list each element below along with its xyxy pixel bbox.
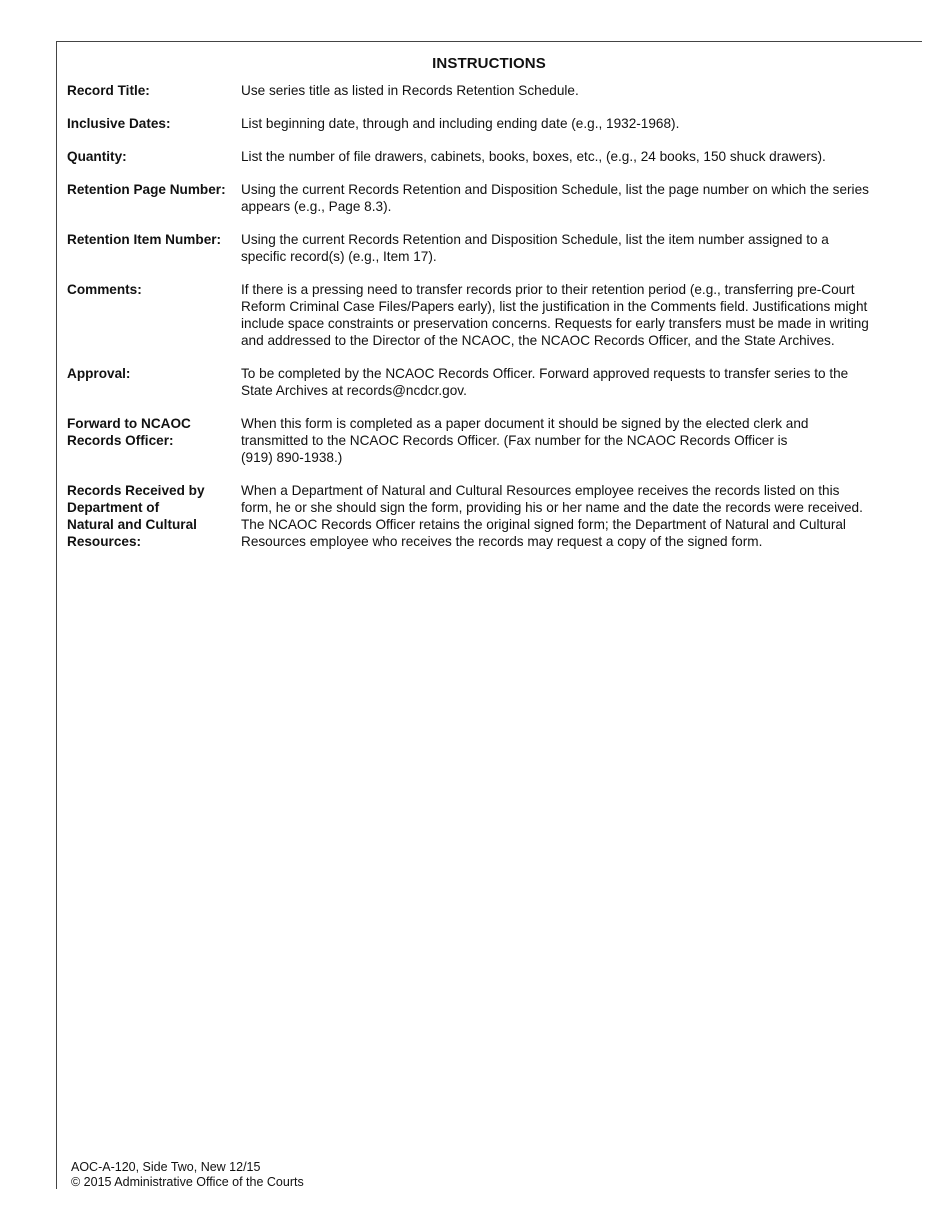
instruction-label: Retention Item Number: xyxy=(67,232,222,247)
instruction-label: Approval: xyxy=(67,366,131,381)
instruction-label: Retention Page Number: xyxy=(67,182,226,197)
instruction-text: Using the current Records Retention and Disposition Schedule, list the item number assigned to a specific record(s) (e.g., Item 17). xyxy=(241,232,829,264)
form-border-left xyxy=(56,41,57,1189)
instruction-text: To be completed by the NCAOC Records Officer. Forward approved requests to transfer series to the State Archives at records@ncdcr.gov. xyxy=(241,366,849,398)
form-id: AOC-A-120, Side Two, New 12/15 xyxy=(71,1160,261,1174)
instruction-row-inclusive-dates xyxy=(67,115,897,132)
instruction-label: Quantity: xyxy=(67,149,127,164)
instruction-text: List the number of file drawers, cabinets, books, boxes, etc., (e.g., 24 books, 150 shuck drawers). xyxy=(241,149,826,164)
instruction-text: When a Department of Natural and Cultural Resources employee receives the records listed on this form, he or she should sign the form, providing his or her name and the date the records were received. The NCAOC Records Officer retains the original signed form; the Department of Natural and Cultural Resources employee who receives the records may request a copy of the signed form. xyxy=(241,483,863,549)
form-footer xyxy=(71,1160,304,1190)
instruction-label: Record Title: xyxy=(67,83,150,98)
instruction-label: Records Received by Department of Natural and Cultural Resources: xyxy=(67,483,205,549)
form-border-top xyxy=(56,41,922,42)
instruction-text: List beginning date, through and including ending date (e.g., 1932-1968). xyxy=(241,116,680,131)
instruction-label: Comments: xyxy=(67,282,142,297)
instruction-text: If there is a pressing need to transfer records prior to their retention period (e.g., transferring pre-Court Reform Criminal Case Files/Papers early), list the justification in the Comments field. Justifications might include space constraints or preservation concerns. Requests for early transfers must be made in writing and addressed to the Director of the NCAOC, the NCAOC Records Officer, and the State Archives. xyxy=(241,282,869,348)
instruction-text: Use series title as listed in Records Retention Schedule. xyxy=(241,83,579,98)
instruction-row-retention-page-number xyxy=(67,181,897,215)
copyright-notice: © 2015 Administrative Office of the Courts xyxy=(71,1175,304,1189)
instructions-heading: INSTRUCTIONS xyxy=(432,55,546,72)
instruction-text: When this form is completed as a paper document it should be signed by the elected clerk and transmitted to the NCAOC Records Officer. (Fax number for the NCAOC Records Officer is (919) 890-1938.) xyxy=(241,416,809,465)
instruction-row-comments xyxy=(67,281,897,349)
instruction-row-forward-to-ncaoc xyxy=(67,415,897,466)
instruction-label: Forward to NCAOC Records Officer: xyxy=(67,416,191,448)
instruction-row-approval xyxy=(67,365,897,399)
instruction-row-record-title xyxy=(67,82,897,99)
instruction-row-records-received xyxy=(67,482,897,550)
instructions-list xyxy=(67,82,897,566)
instruction-row-retention-item-number xyxy=(67,231,897,265)
instruction-label: Inclusive Dates: xyxy=(67,116,171,131)
instruction-text: Using the current Records Retention and Disposition Schedule, list the page number on which the series appears (e.g., Page 8.3). xyxy=(241,182,869,214)
instruction-row-quantity xyxy=(67,148,897,165)
